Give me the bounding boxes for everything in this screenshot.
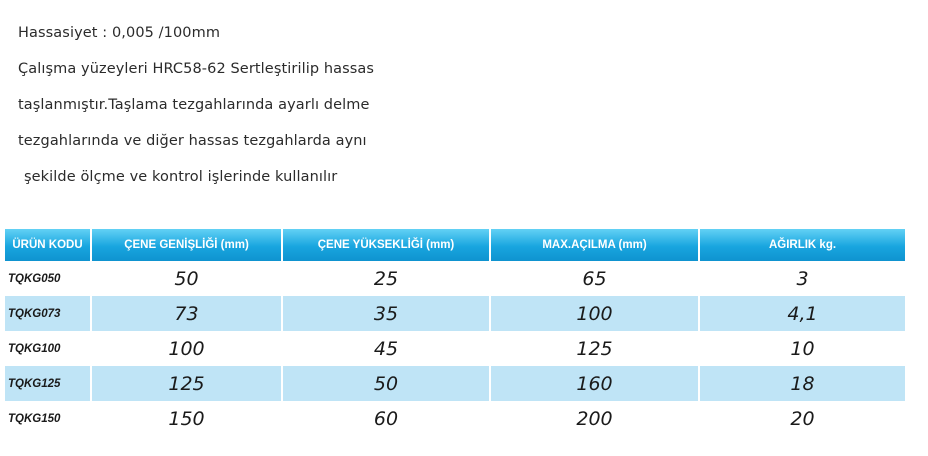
weight-cell: 4,1: [700, 296, 905, 331]
description-line: tezgahlarında ve diğer hassas tezgahlarda aynı: [18, 133, 367, 149]
header-product-code: ÜRÜN KODU: [5, 229, 92, 261]
jaw-width-cell: 73: [92, 296, 283, 331]
jaw-height-cell: 50: [283, 366, 491, 401]
jaw-width-cell: 150: [92, 401, 283, 436]
max-opening-cell: 160: [491, 366, 700, 401]
header-max-opening: MAX.AÇILMA (mm): [491, 229, 700, 261]
table-row: [5, 261, 905, 296]
description-line: şekilde ölçme ve kontrol işlerinde kullanılır: [24, 169, 338, 185]
jaw-height-cell: 60: [283, 401, 491, 436]
table-row: [5, 296, 905, 331]
jaw-width-cell: 50: [92, 261, 283, 296]
jaw-height-cell: 25: [283, 261, 491, 296]
max-opening-cell: 125: [491, 331, 700, 366]
weight-cell: 3: [700, 261, 905, 296]
jaw-width-cell: 125: [92, 366, 283, 401]
product-code-cell: TQKG150: [5, 401, 92, 436]
product-code-cell: TQKG100: [5, 331, 92, 366]
product-description: [18, 22, 438, 202]
weight-cell: 18: [700, 366, 905, 401]
max-opening-cell: 65: [491, 261, 700, 296]
spec-table: [5, 229, 905, 436]
product-code-cell: TQKG125: [5, 366, 92, 401]
description-line: taşlanmıştır.Taşlama tezgahlarında ayarlı delme: [18, 97, 370, 113]
weight-cell: 10: [700, 331, 905, 366]
header-jaw-height: ÇENE YÜKSEKLİĞİ (mm): [283, 229, 491, 261]
product-code-cell: TQKG073: [5, 296, 92, 331]
jaw-height-cell: 45: [283, 331, 491, 366]
max-opening-cell: 200: [491, 401, 700, 436]
max-opening-cell: 100: [491, 296, 700, 331]
weight-cell: 20: [700, 401, 905, 436]
precision-line: Hassasiyet : 0,005 /100mm: [18, 25, 221, 41]
table-row: [5, 366, 905, 401]
header-weight: AĞIRLIK kg.: [700, 229, 905, 261]
table-row: [5, 331, 905, 366]
product-code-cell: TQKG050: [5, 261, 92, 296]
header-jaw-width: ÇENE GENİŞLİĞİ (mm): [92, 229, 283, 261]
jaw-width-cell: 100: [92, 331, 283, 366]
jaw-height-cell: 35: [283, 296, 491, 331]
table-header-row: [5, 229, 905, 261]
description-line: Çalışma yüzeyleri HRC58-62 Sertleştirilip hassas: [18, 61, 375, 77]
table-row: [5, 401, 905, 436]
